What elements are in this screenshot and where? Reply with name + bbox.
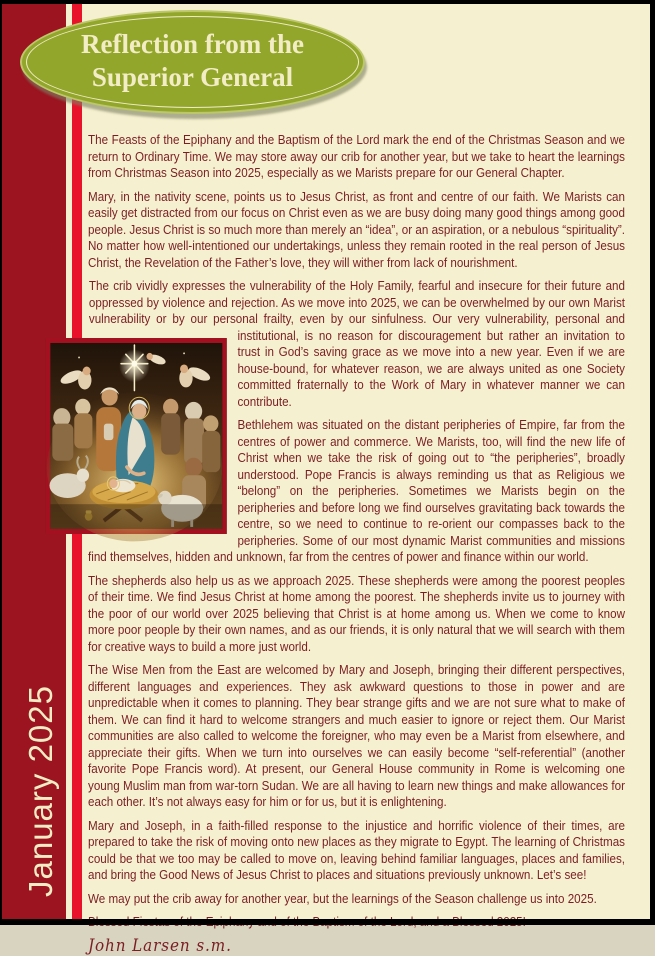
page-border-bottom [0, 919, 655, 925]
paragraph-6: The Wise Men from the East are welcomed by Mary and Joseph, bringing their different perspectives, different languages and experiences. They ask awkward questions to those in power and are unpredictable when it comes to planning. They bear strange gifts and we are not sure what to make of them. We can find it hard to welcome strangers and much easier to ignore or reject them. Our Marist communities are also called to welcome the foreigner, who may even be a Marist from elsewhere, and appreciate their gifts. When we turn into ourselves we can easily become “self-referential” (another favorite Pope Francis word). At present, our General House community in Rome is welcoming one young Muslim man from war-torn Sudan. We are all having to learn new things and make allowances for each other. It’s not always easy for him or for us, but it is enlightening. [88, 662, 625, 809]
paragraph-3: The crib vividly expresses the vulnerability of the Holy Family, fearful and insecure for their future and oppressed by violence and rejection. As we move into 2025, we can be overwhelmed by our own Marist vulnerability or by our personal frailty, even by our sinfulness. Our very vulnerability, personal and institutional, is no reason for discouragement but rather an invitation to trust in God’s saving grace as we move into a new year. Even if we are house-bound, for whatever reason, we are always united as one Society committed fraternally to the Work of Mary in whatever manner we can contribute. [88, 278, 625, 410]
paragraph-7: Mary and Joseph, in a faith-filled response to the injustice and horrific violence of their times, are prepared to take the risk of moving onto new places as they migrate to Egypt. The learning of Christmas could be that we too may be called to move on, leaving behind familiar languages, places and families, and bring the Good News of Jesus Christ to places and situations previously unknown. Let’s see! [88, 817, 625, 882]
page-border-top [0, 0, 655, 4]
signature: John Larsen s.m. [88, 935, 232, 956]
paragraph-2: Mary, in the nativity scene, points us to Jesus Christ, as front and centre of our faith. We Marists can easily get distracted from our focus on Christ even as we are busy doing many good things among good people. Jesus Christ is so much more than merely an “idea”, or an aspiration, or a nebulous “spirituality”. No matter how well-intentioned our undertakings, unless they remain rooted in the real person of Jesus Christ, the Revelation of the Father’s love, they will wither from lack of nourishment. [88, 188, 625, 270]
page-border-left [0, 0, 2, 925]
paragraph-1: The Feasts of the Epiphany and the Baptism of the Lord mark the end of the Christmas Season and we return to Ordinary Time. We may store away our crib for another year, but we take to heart the learnings from Christmas Season into 2025, especially as we Marists prepare for our General Chapter. [88, 132, 625, 180]
nativity-scene-image [46, 338, 227, 534]
paragraph-4: Bethlehem was situated on the distant peripheries of Empire, far from the centres of power and commerce. We Marists, too, will find the new life of Christ when we take the risk of going out to “the peripheries”, broadly understood. Pope Francis is always reminding us that as Religious we “belong” on the peripheries. Sometimes we Marists begin on the peripheries and before long we find ourselves gravitating back towards the centre, so we need to continue to re-orient our compasses back to the peripheries. Some of our most dynamic Marist communities and missions find themselves, hidden and unknown, far from the centres of power and finance within our world. [88, 417, 625, 564]
header-ellipse [20, 10, 365, 114]
reflection-article [88, 126, 625, 954]
page-title-line2: Superior General [91, 62, 294, 92]
issue-month-label: January 2025 [22, 685, 59, 897]
page-title-line1: Reflection from the [81, 29, 304, 59]
paragraph-8: We may put the crib away for another year, but the learnings of the Season challenge us into 2025. [88, 890, 597, 906]
page-border-right [650, 0, 655, 925]
paragraph-5: The shepherds also help us as we approach 2025. These shepherds were among the poorest peoples of their time. We find Jesus Christ at home among the poorest. The shepherds invite us to journey with the poor of our world over 2025 believing that Christ is at home among us. When we come to know more poor people by their own names, and as our friends, it is only natural that we will search with them for creative ways to build a more just world. [88, 572, 625, 654]
page-title [81, 28, 304, 94]
nativity-illustration [50, 343, 222, 529]
